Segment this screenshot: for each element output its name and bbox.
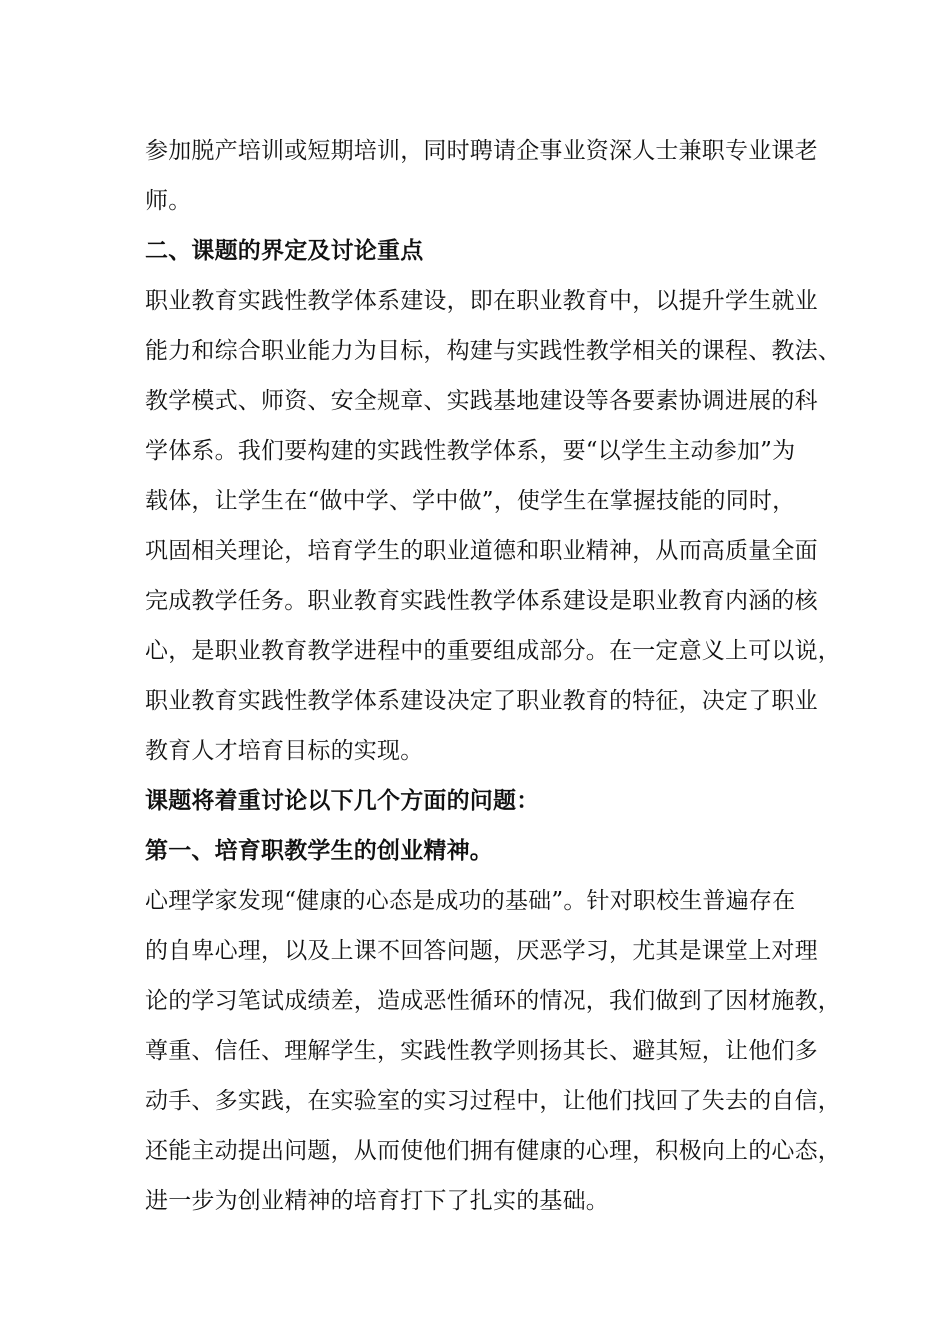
subsection-heading: 课题将着重讨论以下几个方面的问题： xyxy=(145,787,540,814)
paragraph-line: 职业教育实践性教学体系建设决定了职业教育的特征，决定了职业 xyxy=(145,688,818,714)
subsection-heading: 第一、培育职教学生的创业精神。 xyxy=(145,837,493,864)
paragraph-line: 心，是职业教育教学进程中的重要组成部分。在一定意义上可以说， xyxy=(145,638,841,664)
paragraph-line: 论的学习笔试成绩差，造成恶性循环的情况，我们做到了因材施教， xyxy=(145,988,841,1014)
paragraph-line: 进一步为创业精神的培育打下了扎实的基础。 xyxy=(145,1188,609,1214)
section-heading: 二、课题的界定及讨论重点 xyxy=(145,237,424,264)
paragraph-line: 载体，让学生在“做中学、学中做”，使学生在掌握技能的同时， xyxy=(145,488,796,514)
paragraph-line: 心理学家发现“健康的心态是成功的基础”。针对职校生普遍存在 xyxy=(145,888,796,914)
paragraph-line: 尊重、信任、理解学生，实践性教学则扬其长、避其短，让他们多 xyxy=(145,1038,818,1064)
paragraph-line: 教育人才培育目标的实现。 xyxy=(145,738,424,764)
paragraph-line: 动手、多实践，在实验室的实习过程中，让他们找回了失去的自信， xyxy=(145,1088,841,1114)
paragraph-line: 教学模式、师资、安全规章、实践基地建设等各要素协调进展的科 xyxy=(145,388,818,414)
paragraph-line: 参加脱产培训或短期培训，同时聘请企事业资深人士兼职专业课老 xyxy=(145,138,818,164)
paragraph-line: 学体系。我们要构建的实践性教学体系，要“以学生主动参加”为 xyxy=(145,438,796,464)
paragraph-line: 巩固相关理论，培育学生的职业道德和职业精神，从而高质量全面 xyxy=(145,538,818,564)
paragraph-line: 职业教育实践性教学体系建设，即在职业教育中，以提升学生就业 xyxy=(145,288,818,314)
paragraph-line: 完成教学任务。职业教育实践性教学体系建设是职业教育内涵的核 xyxy=(145,588,818,614)
paragraph-line: 能力和综合职业能力为目标，构建与实践性教学相关的课程、教法、 xyxy=(145,338,841,364)
paragraph-line: 还能主动提出问题，从而使他们拥有健康的心理，积极向上的心态， xyxy=(145,1138,841,1164)
paragraph-line: 师。 xyxy=(145,188,192,214)
paragraph-line: 的自卑心理，以及上课不回答问题，厌恶学习，尤其是课堂上对理 xyxy=(145,938,818,964)
